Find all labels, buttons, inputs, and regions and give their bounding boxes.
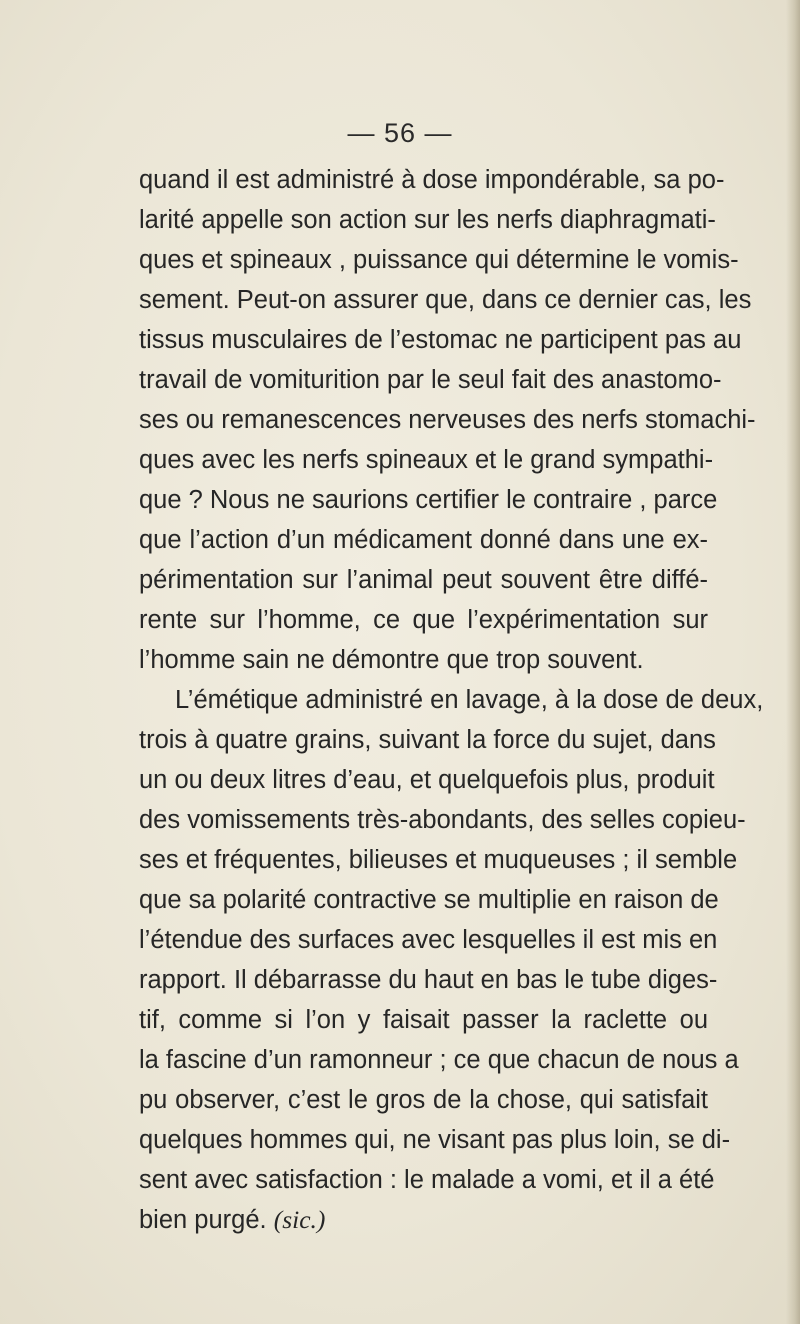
body-text [139, 160, 764, 1240]
text-line: sent avec satisfaction : le malade a vomi, et il a été [139, 1166, 715, 1194]
text-line: que ? Nous ne saurions certifier le contraire , parce [139, 486, 718, 514]
text-line: l’étendue des surfaces avec lesquelles il est mis en [139, 926, 718, 954]
text-line-final [139, 1200, 708, 1240]
sic-note: (sic.) [273, 1205, 326, 1234]
text-line: sement. Peut-on assurer que, dans ce dernier cas, les [139, 286, 752, 314]
text-line: pu observer, c’est le gros de la chose, qui satisfait [139, 1086, 708, 1114]
text-line: L’émétique administré en lavage, à la dose de deux, [175, 686, 764, 714]
text-line: larité appelle son action sur les nerfs diaphragmati- [139, 206, 716, 234]
text-line: trois à quatre grains, suivant la force du sujet, dans [139, 726, 716, 754]
text-line: que sa polarité contractive se multiplie en raison de [139, 886, 719, 914]
text-line: ques avec les nerfs spineaux et le grand sympathi- [139, 446, 714, 474]
page-edge [786, 0, 800, 1324]
text-line: des vomissements très-abondants, des selles copieu- [139, 806, 746, 834]
text-line: ques et spineaux , puissance qui détermine le vomis- [139, 246, 739, 274]
text-line: tissus musculaires de l’estomac ne participent pas au [139, 326, 742, 354]
text-line: périmentation sur l’animal peut souvent être diffé- [139, 566, 708, 594]
text-line: la fascine d’un ramonneur ; ce que chacun de nous a [139, 1046, 739, 1074]
text-line: que l’action d’un médicament donné dans une ex- [139, 526, 708, 554]
last-line-text: bien purgé. [139, 1206, 267, 1234]
page-number: — 56 — [347, 118, 453, 148]
text-line: quand il est administré à dose impondérable, sa po- [139, 166, 725, 194]
text-line: quelques hommes qui, ne visant pas plus loin, se di- [139, 1126, 731, 1154]
text-line: un ou deux litres d’eau, et quelquefois plus, produit [139, 766, 715, 794]
text-line: ses et fréquentes, bilieuses et muqueuses ; il semble [139, 846, 738, 874]
text-line: travail de vomiturition par le seul fait des anastomo- [139, 366, 722, 394]
text-line: ses ou remanescences nerveuses des nerfs stomachi- [139, 406, 756, 434]
text-line: l’homme sain ne démontre que trop souvent. [139, 646, 644, 674]
text-line: tif, comme si l’on y faisait passer la raclette ou [139, 1006, 708, 1034]
text-line: rapport. Il débarrasse du haut en bas le tube diges- [139, 966, 718, 994]
text-line: rente sur l’homme, ce que l’expérimentation sur [139, 606, 708, 634]
